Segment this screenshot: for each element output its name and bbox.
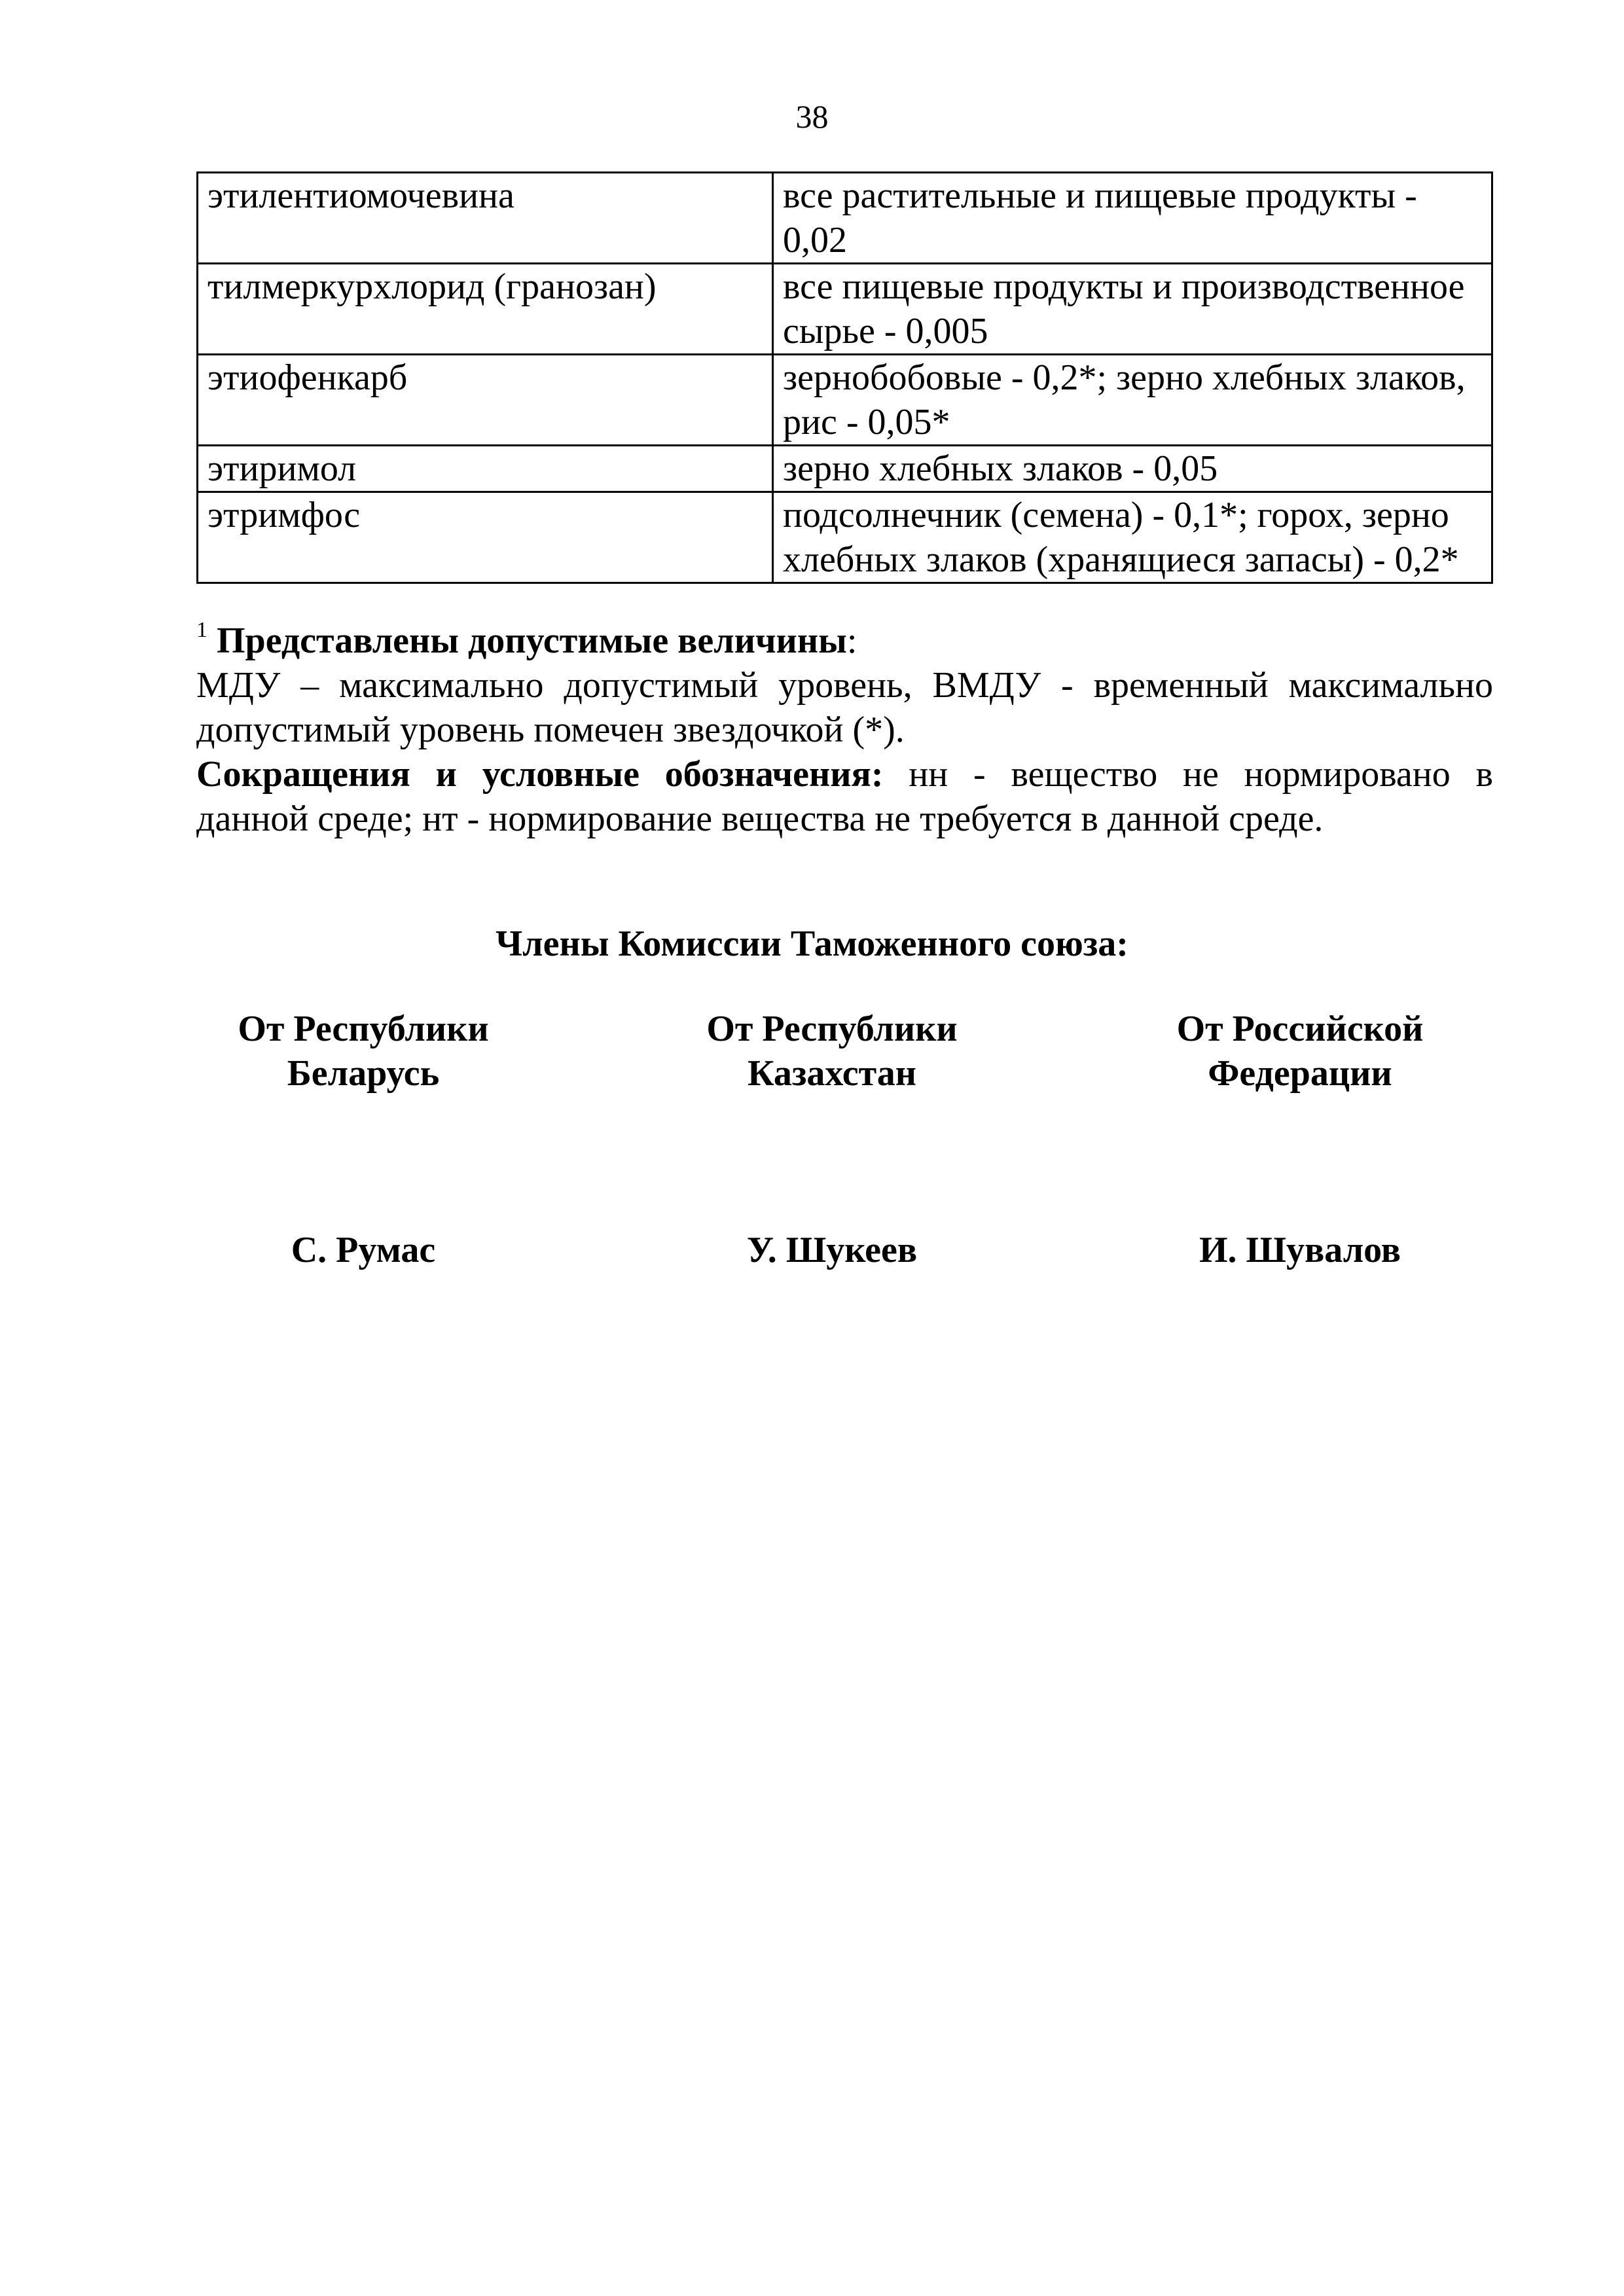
limits-cell: подсолнечник (семена) - 0,1*; горох, зерно хлебных злаков (хранящиеся запасы) - 0,2*	[773, 492, 1492, 583]
residue-limits-table	[196, 171, 1493, 584]
table-row	[198, 446, 1492, 492]
commission-title: Члены Комиссии Таможенного союза:	[496, 924, 1128, 964]
signatory-kazakhstan	[603, 1007, 1061, 1270]
country-line-1: От Российской	[1176, 1009, 1424, 1049]
signer-name: У. Шукеев	[746, 1230, 918, 1270]
abbreviations-text: нн - вещество не нормировано в	[883, 754, 1493, 795]
signatory-belarus	[134, 1007, 592, 1270]
country-line-1: От Республики	[238, 1009, 489, 1049]
footnote-heading: Представлены допустимые величины	[217, 620, 847, 661]
table-row	[198, 264, 1492, 355]
substance-cell: этримфос	[198, 492, 773, 583]
signer-name: С. Румас	[291, 1230, 436, 1270]
signatory-russia	[1071, 1007, 1529, 1270]
footnote-marker: 1	[196, 618, 208, 642]
footnote-block	[196, 619, 1493, 841]
limits-cell: все растительные и пищевые продукты - 0,02	[773, 173, 1492, 264]
abbreviations-line-2: данной среде; нт - нормирование вещества не требуется в данной среде.	[196, 798, 1324, 839]
signer-name: И. Шувалов	[1199, 1230, 1401, 1270]
footnote-heading-line	[196, 619, 1493, 663]
table-row	[198, 492, 1492, 583]
substance-cell: этилентиомочевина	[198, 173, 773, 264]
country-line-2: Казахстан	[747, 1053, 917, 1094]
limits-cell: все пищевые продукты и производственное сырье - 0,005	[773, 264, 1492, 355]
page-number: 38	[795, 98, 829, 135]
substance-cell: тилмеркурхлорид (гранозан)	[198, 264, 773, 355]
country-line-1: От Республики	[706, 1009, 958, 1049]
limits-cell: зернобобовые - 0,2*; зерно хлебных злаков, рис - 0,05*	[773, 355, 1492, 446]
country-line-2: Федерации	[1208, 1053, 1392, 1094]
table-row	[198, 355, 1492, 446]
mdu-definition-line-1: МДУ – максимально допустимый уровень, ВМДУ - временный максимально	[196, 665, 1493, 706]
footnote-heading-suffix: :	[846, 620, 857, 661]
substance-cell: этиримол	[198, 446, 773, 492]
abbreviations-line-1	[196, 752, 1493, 797]
country-line-2: Беларусь	[287, 1053, 440, 1094]
table-row	[198, 173, 1492, 264]
limits-cell: зерно хлебных злаков - 0,05	[773, 446, 1492, 492]
substance-cell: этиофенкарб	[198, 355, 773, 446]
abbreviations-heading: Сокращения и условные обозначения:	[196, 754, 884, 795]
mdu-definition-line-2: допустимый уровень помечен звездочкой (*).	[196, 709, 905, 750]
